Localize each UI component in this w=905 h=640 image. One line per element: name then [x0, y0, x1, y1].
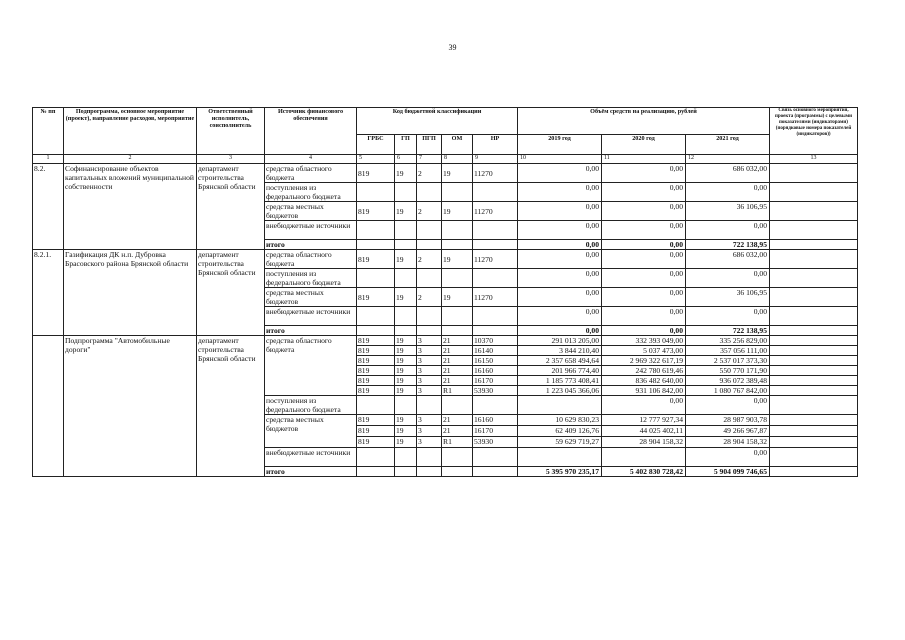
code-grbs: 819 — [357, 376, 395, 386]
row-name: Софинансирование объектов капитальных вложений муниципальной собственности — [64, 164, 197, 250]
source-cell: внебюджетные источники — [265, 221, 357, 240]
link-cell — [770, 356, 858, 366]
row-executor: департамент строительства Брянской области — [197, 336, 265, 477]
code-np: 11270 — [473, 164, 518, 183]
column-number: 2 — [64, 155, 197, 164]
header-link: Связь основного мероприятия, проекта (программы) с целевыми показателями (индикаторами) (порядковые номера показателей (индикаторов)) — [770, 108, 858, 155]
code-om: 19 — [442, 202, 473, 221]
code-gp: 19 — [395, 386, 417, 396]
amount-y2021: 357 056 111,00 — [686, 346, 770, 356]
code-np — [473, 467, 518, 477]
code-np — [473, 221, 518, 240]
amount-y2019: 5 395 970 235,17 — [518, 467, 602, 477]
amount-y2021: 2 537 017 373,30 — [686, 356, 770, 366]
source-cell: итого — [265, 467, 357, 477]
code-gp: 19 — [395, 202, 417, 221]
link-cell — [770, 202, 858, 221]
amount-y2019: 62 409 126,76 — [518, 426, 602, 437]
link-cell — [770, 366, 858, 376]
code-om — [442, 467, 473, 477]
code-gp — [395, 307, 417, 326]
source-cell: внебюджетные источники — [265, 307, 357, 326]
code-om — [442, 240, 473, 250]
code-np: 11270 — [473, 288, 518, 307]
column-number: 8 — [442, 155, 473, 164]
amount-y2019: 1 185 773 408,41 — [518, 376, 602, 386]
source-cell: средства местных бюджетов — [265, 288, 357, 307]
code-pgp: 3 — [417, 376, 442, 386]
source-cell: средства местных бюджетов — [265, 415, 357, 448]
code-om: 21 — [442, 356, 473, 366]
code-om: 19 — [442, 250, 473, 269]
code-pgp — [417, 307, 442, 326]
amount-y2021: 0,00 — [686, 221, 770, 240]
header-2021: 2021 год — [686, 135, 770, 155]
code-om: 21 — [442, 376, 473, 386]
column-number: 10 — [518, 155, 602, 164]
code-pgp: 3 — [417, 336, 442, 346]
code-gp — [395, 269, 417, 288]
code-pgp — [417, 448, 442, 467]
amount-y2019: 291 013 205,00 — [518, 336, 602, 346]
source-cell: средства местных бюджетов — [265, 202, 357, 221]
code-gp: 19 — [395, 164, 417, 183]
amount-y2020: 2 969 322 617,19 — [602, 356, 686, 366]
code-pgp: 3 — [417, 426, 442, 437]
code-om: 21 — [442, 366, 473, 376]
column-numbers-row — [33, 155, 858, 164]
code-om: 19 — [442, 164, 473, 183]
code-pgp — [417, 467, 442, 477]
code-grbs — [357, 326, 395, 336]
row-name: Газификация ДК н.п. Дубровка Брасовского района Брянской области — [64, 250, 197, 336]
amount-y2019: 0,00 — [518, 240, 602, 250]
amount-y2021: 36 106,95 — [686, 288, 770, 307]
amount-y2019 — [518, 448, 602, 467]
amount-y2021: 936 072 389,48 — [686, 376, 770, 386]
page-number: 39 — [448, 43, 457, 52]
code-pgp — [417, 396, 442, 415]
code-grbs: 819 — [357, 437, 395, 448]
header-2019: 2019 год — [518, 135, 602, 155]
amount-y2019: 3 844 210,40 — [518, 346, 602, 356]
code-pgp — [417, 326, 442, 336]
amount-y2019: 0,00 — [518, 183, 602, 202]
amount-y2019: 201 966 774,40 — [518, 366, 602, 376]
amount-y2021: 28 904 158,32 — [686, 437, 770, 448]
header-2020: 2020 год — [602, 135, 686, 155]
link-cell — [770, 396, 858, 415]
code-pgp: 3 — [417, 366, 442, 376]
table-row — [33, 336, 858, 346]
code-grbs: 819 — [357, 356, 395, 366]
link-cell — [770, 288, 858, 307]
code-om: R1 — [442, 386, 473, 396]
code-grbs — [357, 396, 395, 415]
code-np — [473, 183, 518, 202]
header-om: ОМ — [442, 135, 473, 155]
source-cell: средства областного бюджета — [265, 250, 357, 269]
code-om — [442, 221, 473, 240]
column-number: 7 — [417, 155, 442, 164]
code-np: 16170 — [473, 426, 518, 437]
amount-y2019: 0,00 — [518, 164, 602, 183]
amount-y2019: 0,00 — [518, 221, 602, 240]
code-grbs: 819 — [357, 426, 395, 437]
code-grbs — [357, 307, 395, 326]
amount-y2021: 0,00 — [686, 269, 770, 288]
code-om — [442, 307, 473, 326]
header-np: НР — [473, 135, 518, 155]
code-pgp: 2 — [417, 288, 442, 307]
column-number: 9 — [473, 155, 518, 164]
code-pgp — [417, 221, 442, 240]
amount-y2020: 332 393 049,00 — [602, 336, 686, 346]
amount-y2019: 0,00 — [518, 250, 602, 269]
amount-y2020: 931 106 842,00 — [602, 386, 686, 396]
code-grbs — [357, 183, 395, 202]
row-number: 8.2. — [33, 164, 64, 250]
column-number: 1 — [33, 155, 64, 164]
code-pgp: 3 — [417, 437, 442, 448]
code-np — [473, 269, 518, 288]
code-np: 16160 — [473, 415, 518, 426]
amount-y2019: 0,00 — [518, 307, 602, 326]
source-cell: средства областного бюджета — [265, 164, 357, 183]
amount-y2021: 550 770 171,90 — [686, 366, 770, 376]
amount-y2021: 722 138,95 — [686, 240, 770, 250]
row-executor: департамент строительства Брянской области — [197, 164, 265, 250]
code-gp — [395, 448, 417, 467]
column-number: 11 — [602, 155, 686, 164]
amount-y2020: 0,00 — [602, 326, 686, 336]
code-grbs: 819 — [357, 336, 395, 346]
column-number: 4 — [265, 155, 357, 164]
amount-y2020: 5 402 830 728,42 — [602, 467, 686, 477]
link-cell — [770, 426, 858, 437]
code-pgp: 3 — [417, 415, 442, 426]
amount-y2021: 5 904 099 746,65 — [686, 467, 770, 477]
code-pgp — [417, 183, 442, 202]
code-grbs — [357, 240, 395, 250]
code-gp: 19 — [395, 346, 417, 356]
table-row — [33, 250, 858, 269]
header-num: № пп — [33, 108, 64, 155]
code-grbs: 819 — [357, 415, 395, 426]
amount-y2020: 5 037 473,00 — [602, 346, 686, 356]
code-np: 53930 — [473, 437, 518, 448]
code-om: 21 — [442, 415, 473, 426]
code-om — [442, 326, 473, 336]
amount-y2021: 722 138,95 — [686, 326, 770, 336]
code-pgp: 2 — [417, 250, 442, 269]
amount-y2020: 0,00 — [602, 240, 686, 250]
code-grbs: 819 — [357, 386, 395, 396]
amount-y2020: 0,00 — [602, 250, 686, 269]
source-cell: поступления из федерального бюджета — [265, 183, 357, 202]
column-number: 6 — [395, 155, 417, 164]
header-grbs: ГРБС — [357, 135, 395, 155]
amount-y2020 — [602, 448, 686, 467]
code-np: 16140 — [473, 346, 518, 356]
code-om — [442, 183, 473, 202]
header-pgp: ПГП — [417, 135, 442, 155]
amount-y2020: 0,00 — [602, 269, 686, 288]
budget-table — [32, 107, 858, 477]
header-source: Источник финансового обеспечения — [265, 108, 357, 155]
code-gp — [395, 396, 417, 415]
amount-y2020: 0,00 — [602, 183, 686, 202]
amount-y2019: 2 357 658 494,64 — [518, 356, 602, 366]
code-np: 10370 — [473, 336, 518, 346]
link-cell — [770, 326, 858, 336]
amount-y2021: 49 266 967,87 — [686, 426, 770, 437]
code-gp: 19 — [395, 288, 417, 307]
amount-y2020: 0,00 — [602, 202, 686, 221]
code-np: 11270 — [473, 202, 518, 221]
row-executor: департамент строительства Брянской области — [197, 250, 265, 336]
column-number: 13 — [770, 155, 858, 164]
code-grbs: 819 — [357, 202, 395, 221]
code-om: R1 — [442, 437, 473, 448]
code-grbs: 819 — [357, 164, 395, 183]
amount-y2021: 28 987 903,78 — [686, 415, 770, 426]
column-number: 3 — [197, 155, 265, 164]
amount-y2020: 12 777 927,34 — [602, 415, 686, 426]
code-np — [473, 240, 518, 250]
source-cell: поступления из федерального бюджета — [265, 269, 357, 288]
code-gp: 19 — [395, 356, 417, 366]
table-row — [33, 164, 858, 183]
link-cell — [770, 269, 858, 288]
code-om — [442, 448, 473, 467]
link-cell — [770, 307, 858, 326]
code-om: 21 — [442, 426, 473, 437]
amount-y2020: 0,00 — [602, 221, 686, 240]
code-om: 21 — [442, 336, 473, 346]
code-pgp — [417, 269, 442, 288]
header-gp: ГП — [395, 135, 417, 155]
link-cell — [770, 437, 858, 448]
code-np — [473, 448, 518, 467]
code-np: 16170 — [473, 376, 518, 386]
header-name: Подпрограмма, основное мероприятие (проект), направление расходов, мероприятие — [64, 108, 197, 155]
amount-y2019: 0,00 — [518, 269, 602, 288]
amount-y2019: 10 629 830,23 — [518, 415, 602, 426]
amount-y2021: 36 106,95 — [686, 202, 770, 221]
code-gp: 19 — [395, 376, 417, 386]
code-np: 16150 — [473, 356, 518, 366]
amount-y2020: 0,00 — [602, 288, 686, 307]
amount-y2019 — [518, 396, 602, 415]
link-cell — [770, 448, 858, 467]
code-gp: 19 — [395, 336, 417, 346]
amount-y2019: 0,00 — [518, 202, 602, 221]
amount-y2020: 0,00 — [602, 307, 686, 326]
source-cell: итого — [265, 326, 357, 336]
code-om — [442, 269, 473, 288]
link-cell — [770, 221, 858, 240]
source-cell: поступления из федерального бюджета — [265, 396, 357, 415]
link-cell — [770, 467, 858, 477]
amount-y2021: 1 080 767 842,00 — [686, 386, 770, 396]
code-gp: 19 — [395, 437, 417, 448]
code-grbs: 819 — [357, 288, 395, 307]
code-gp: 19 — [395, 366, 417, 376]
row-number: 8.2.1. — [33, 250, 64, 336]
column-number: 5 — [357, 155, 395, 164]
code-grbs — [357, 448, 395, 467]
amount-y2019: 59 629 719,27 — [518, 437, 602, 448]
code-grbs: 819 — [357, 366, 395, 376]
code-pgp: 3 — [417, 386, 442, 396]
amount-y2021: 686 032,00 — [686, 164, 770, 183]
code-grbs: 819 — [357, 346, 395, 356]
amount-y2019: 0,00 — [518, 288, 602, 307]
code-pgp: 3 — [417, 356, 442, 366]
code-pgp — [417, 240, 442, 250]
column-number: 12 — [686, 155, 770, 164]
code-gp — [395, 240, 417, 250]
amount-y2021: 0,00 — [686, 307, 770, 326]
code-pgp: 2 — [417, 164, 442, 183]
source-cell: внебюджетные источники — [265, 448, 357, 467]
amount-y2020: 0,00 — [602, 396, 686, 415]
code-gp — [395, 326, 417, 336]
code-pgp: 2 — [417, 202, 442, 221]
row-number — [33, 336, 64, 477]
code-gp — [395, 183, 417, 202]
code-om: 19 — [442, 288, 473, 307]
row-name: Подпрограмма "Автомобильные дороги" — [64, 336, 197, 477]
amount-y2021: 335 256 829,00 — [686, 336, 770, 346]
amount-y2020: 28 904 158,32 — [602, 437, 686, 448]
amount-y2020: 836 482 640,00 — [602, 376, 686, 386]
amount-y2020: 242 780 619,46 — [602, 366, 686, 376]
code-om — [442, 396, 473, 415]
code-grbs — [357, 269, 395, 288]
code-grbs — [357, 467, 395, 477]
code-grbs: 819 — [357, 250, 395, 269]
link-cell — [770, 250, 858, 269]
code-grbs — [357, 221, 395, 240]
amount-y2021: 0,00 — [686, 183, 770, 202]
amount-y2021: 686 032,00 — [686, 250, 770, 269]
source-cell: итого — [265, 240, 357, 250]
code-np: 16160 — [473, 366, 518, 376]
header-code-group: Код бюджетной классификации — [357, 108, 518, 135]
code-gp: 19 — [395, 415, 417, 426]
link-cell — [770, 164, 858, 183]
code-gp — [395, 467, 417, 477]
table-body — [33, 108, 858, 477]
code-np: 11270 — [473, 250, 518, 269]
amount-y2019: 1 223 045 366,06 — [518, 386, 602, 396]
code-np: 53930 — [473, 386, 518, 396]
header-amount-group: Объём средств на реализацию, рублей — [518, 108, 770, 135]
code-gp: 19 — [395, 250, 417, 269]
code-np — [473, 396, 518, 415]
link-cell — [770, 336, 858, 346]
amount-y2021: 0,00 — [686, 396, 770, 415]
link-cell — [770, 346, 858, 356]
code-gp: 19 — [395, 426, 417, 437]
amount-y2020: 0,00 — [602, 164, 686, 183]
link-cell — [770, 376, 858, 386]
link-cell — [770, 415, 858, 426]
link-cell — [770, 386, 858, 396]
amount-y2021: 0,00 — [686, 448, 770, 467]
code-np — [473, 326, 518, 336]
code-om: 21 — [442, 346, 473, 356]
code-np — [473, 307, 518, 326]
amount-y2020: 44 025 402,11 — [602, 426, 686, 437]
code-pgp: 3 — [417, 346, 442, 356]
link-cell — [770, 183, 858, 202]
header-executor: Ответственный исполнитель, соисполнитель — [197, 108, 265, 155]
amount-y2019: 0,00 — [518, 326, 602, 336]
code-gp — [395, 221, 417, 240]
source-cell: средства областного бюджета — [265, 336, 357, 396]
link-cell — [770, 240, 858, 250]
